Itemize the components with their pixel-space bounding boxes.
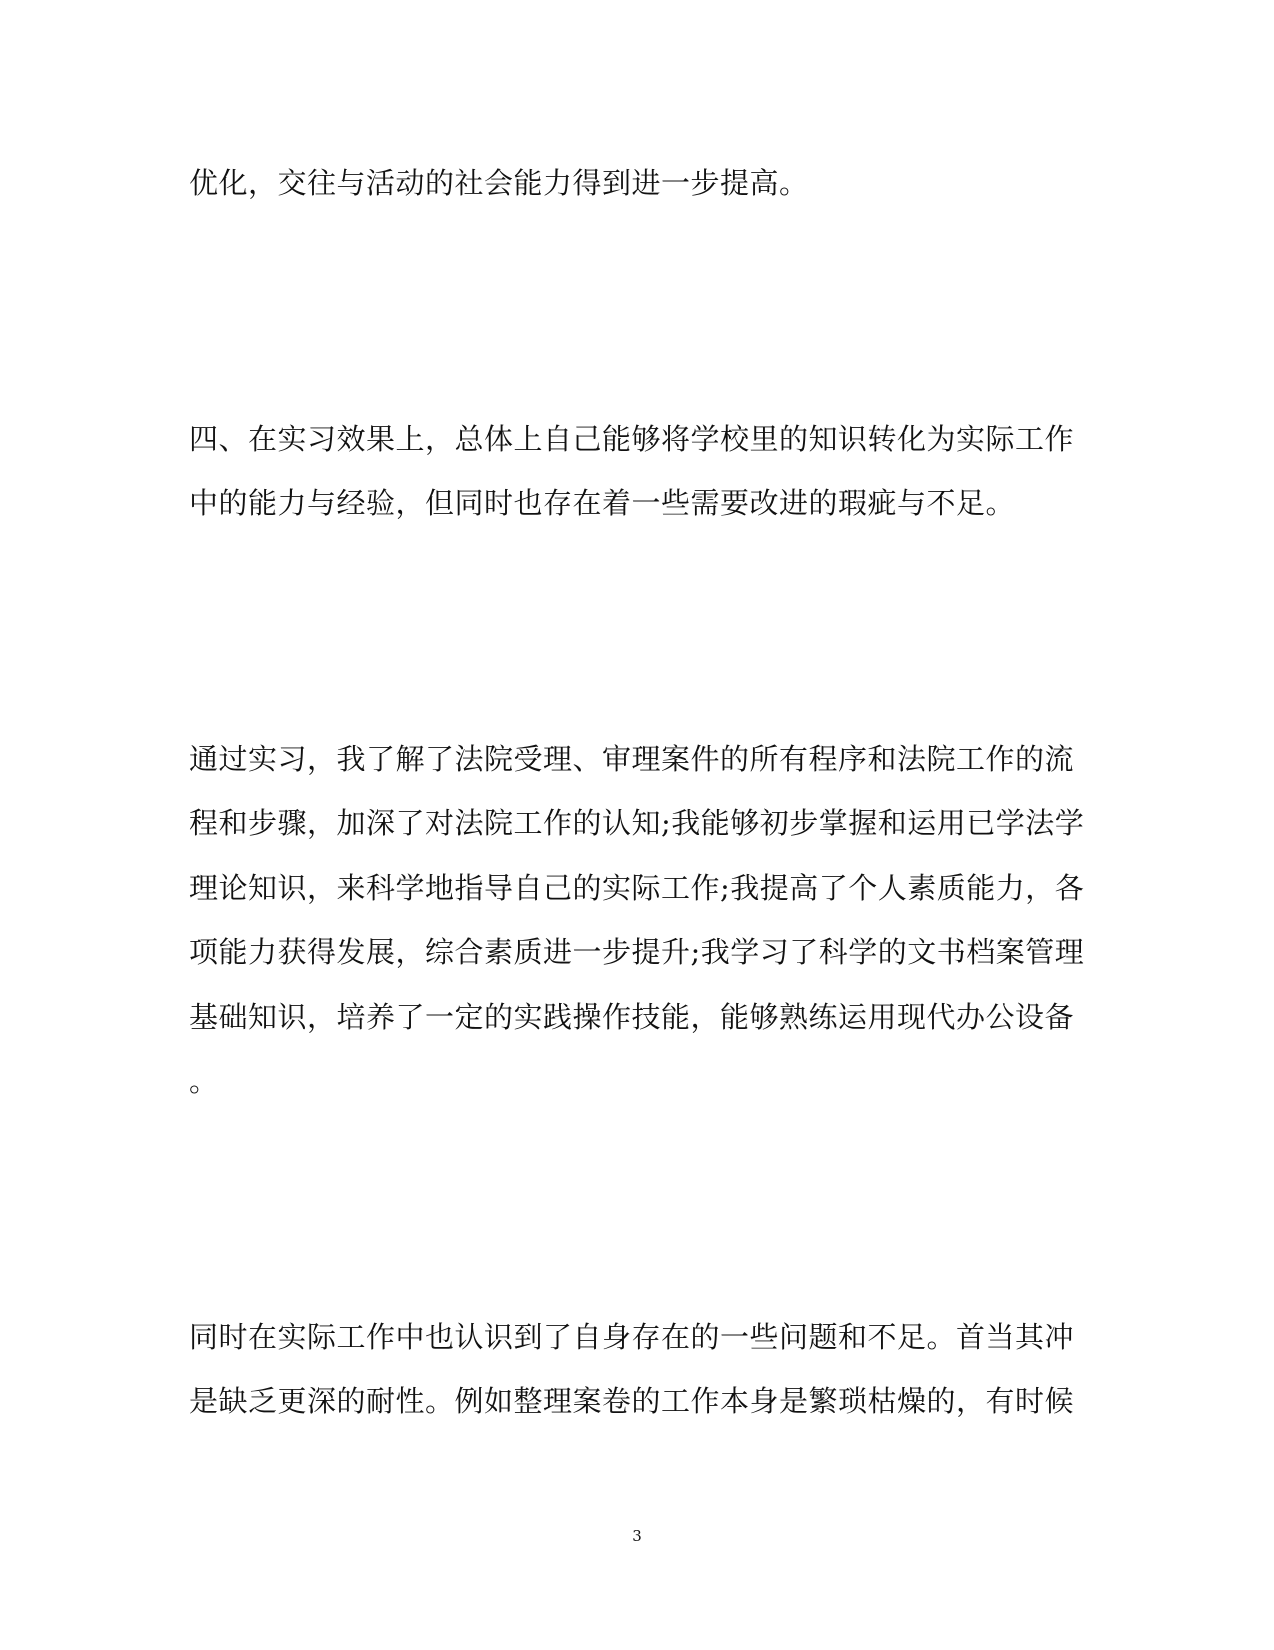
paragraph-3-line-1: 通过实习，我了解了法院受理、审理案件的所有程序和法院工作的流 — [189, 742, 1075, 776]
paragraph-3-line-2: 程和步骤，加深了对法院工作的认知;我能够初步掌握和运用已学法学 — [189, 806, 1085, 840]
paragraph-2-line-1: 四、在实习效果上，总体上自己能够将学校里的知识转化为实际工作 — [189, 422, 1075, 456]
paragraph-4-line-2: 是缺乏更深的耐性。例如整理案卷的工作本身是繁琐枯燥的，有时候 — [189, 1384, 1075, 1418]
paragraph-3-line-6: 。 — [189, 1064, 219, 1098]
page-number: 3 — [632, 1527, 642, 1545]
paragraph-4-line-1: 同时在实际工作中也认识到了自身存在的一些问题和不足。首当其冲 — [189, 1320, 1075, 1354]
paragraph-3-line-5: 基础知识，培养了一定的实践操作技能，能够熟练运用现代办公设备 — [189, 1000, 1075, 1034]
paragraph-3-line-4: 项能力获得发展，综合素质进一步提升;我学习了科学的文书档案管理 — [189, 935, 1085, 969]
paragraph-2-line-2: 中的能力与经验，但同时也存在着一些需要改进的瑕疵与不足。 — [189, 486, 1016, 520]
paragraph-3-line-3: 理论知识，来科学地指导自己的实际工作;我提高了个人素质能力，各 — [189, 871, 1085, 905]
paragraph-1-line-1: 优化，交往与活动的社会能力得到进一步提高。 — [189, 166, 809, 200]
